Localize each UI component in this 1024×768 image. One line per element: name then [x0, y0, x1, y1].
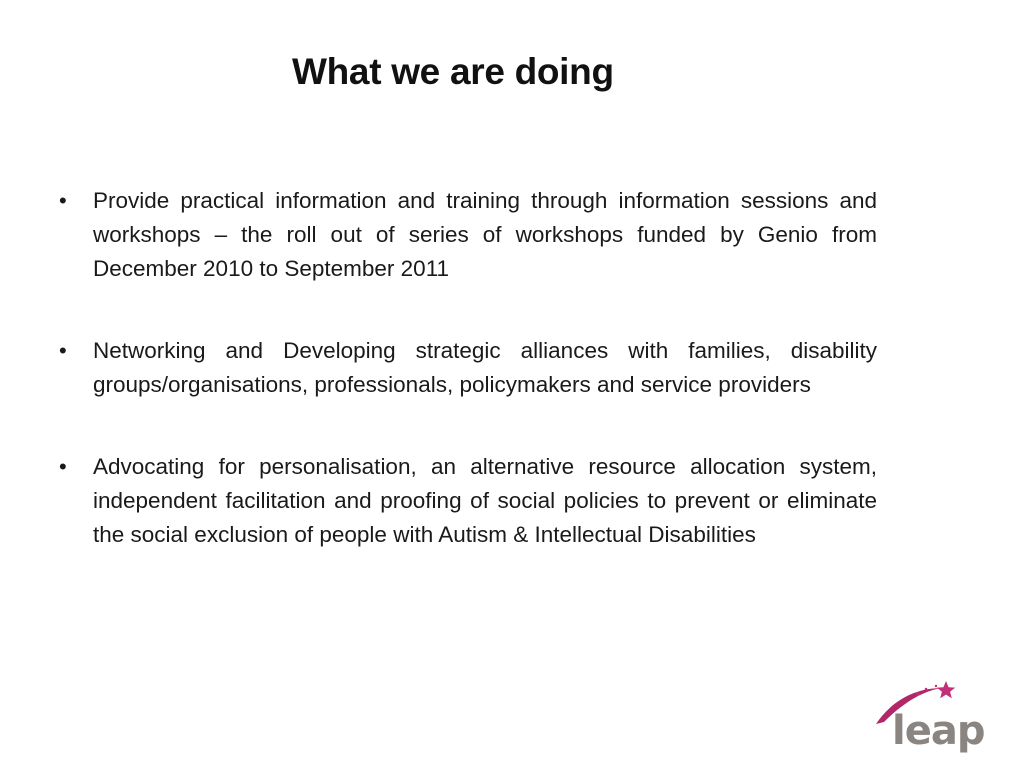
bullet-item-networking [55, 334, 877, 402]
leap-wordmark: leap [892, 708, 985, 754]
bullet-dot: • [59, 338, 67, 363]
slide-title: What we are doing [292, 51, 614, 92]
bullet-item-information [55, 184, 877, 286]
bullet-dot: • [59, 454, 67, 479]
bullet-dot: • [59, 188, 67, 213]
sparkle-dot [925, 688, 928, 691]
shooting-star-icon [937, 681, 955, 698]
bullet-item-advocating [55, 450, 877, 552]
leap-logo [870, 678, 1000, 756]
bullet-text: Advocating for personalisation, an alternative resource allocation system, independent facilitation and proofing of social policies to prevent or eliminate the social exclusion of people with Autism & Intellectual Disabilities [93, 454, 877, 547]
bullet-list [55, 184, 877, 552]
bullet-text: Provide practical information and training through information sessions and workshops – the roll out of series of workshops funded by Genio from December 2010 to September 2011 [93, 188, 877, 281]
leap-logo-graphic [870, 678, 1000, 756]
bullet-text: Networking and Developing strategic alliances with families, disability groups/organisations, professionals, policymakers and service providers [93, 338, 877, 397]
sparkle-dot [916, 692, 919, 695]
sparkle-dot [935, 685, 937, 687]
